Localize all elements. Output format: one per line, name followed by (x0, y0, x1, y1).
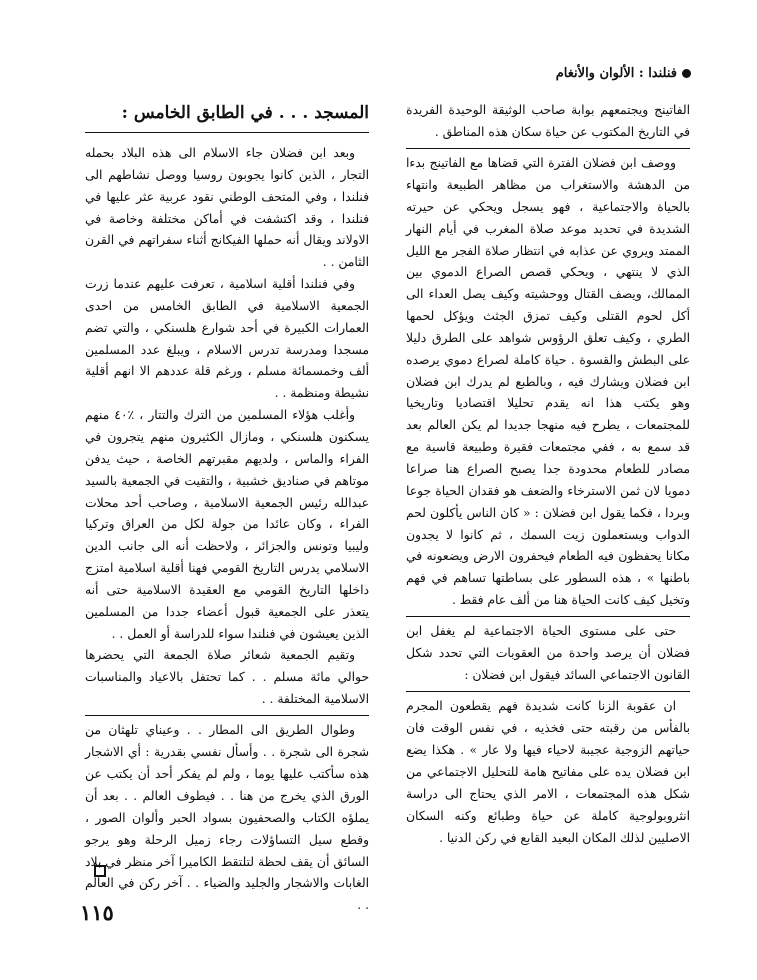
paragraph: وتقيم الجمعية شعائر صلاة الجمعة التي يحضرها حوالي مائة مسلم . . كما تحتفل بالاعياد والمناسبات الاسلامية المختلفة . . (85, 648, 369, 707)
paragraph: وأغلب هؤلاء المسلمين من الترك والتتار ، ٪٤٠ منهم يسكنون هلسنكي ، ومازال الكثيرون منهم يتجرون في الفراء والماس ، ولديهم مقبرتهم الخاصة ، حيث يدفن موتاهم في صناديق خشبية ، والتقيت في الجمعية بالسيد عبدالله رئيس الجمعية الاسلامية ، وصاحب أحد محلات الفراء ، وكان عائدا من جولة لكل من العراق وتركيا وليبيا وتونس والجزائر ، ولاحظت أنه الى جانب الدين الاسلامي يدرس التاريخ القومي فهنا أقلية اسلامية امتزج داخلها التاريخ القومي مع العقيدة الاسلامية حتى أنه يتعذر على الجمعية قبول أعضاء جددا من المسلمين الذين يعيشون في فنلندا سواء للدراسة أو العمل . . (85, 408, 369, 641)
paragraph: وبعد ابن فضلان جاء الاسلام الى هذه البلاد بحمله التجار ، الذين كانوا يجوبون روسيا ووصل نشاطهم الى فنلندا ، وفي المتحف الوطني نقود عربية عثر عليها في فنلندا ، وقد اكتشفت في أماكن مختلفة وخاصة في الاولاند ويقال أنه حملها الفيكانج أثناء سفراتهم في القرن الثامن . . (85, 146, 369, 270)
page-number: ١١٥ (80, 900, 114, 925)
end-of-article-icon (94, 865, 106, 877)
right-column (406, 100, 690, 849)
section-title: المسجد . . . في الطابق الخامس : (85, 100, 369, 133)
paragraph-continued: الفاتينج ويجتمعهم بوابة صاحب الوثيقة الوحيدة الفريدة في التاريخ المكتوب عن حياة سكان هذه المناطق . (406, 103, 690, 139)
paragraph: ان عقوبة الزنا كانت شديدة فهم يقطعون المجرم بالفأس من رقبته حتى فخذيه ، في نفس الوقت فان حياتهم الزوجية عجيبة لاحياء فيها ولا عار » . هكذا يضع ابن فضلان يده على مفاتيح هامة للتحليل الاجتماعي من شكل هذه المجتمعات ، الامر الذي يحتاج الى دراسة انثروبولوجية كاملة عن حياة وطبائع وكنه السكان الاصليين لذلك المكان البعيد القابع في ركن الدنيا . (406, 699, 690, 845)
running-title: فنلندا : الألوان والأنغام (555, 66, 677, 81)
paragraph-divider (85, 715, 369, 717)
paragraph-divider (406, 691, 690, 693)
paragraph: حتى على مستوى الحياة الاجتماعية لم يغفل ابن فضلان أن يرصد واحدة من العقوبات التي تحدد شكل القانون الاجتماعي السائد فيقول ابن فضلان : (406, 624, 690, 683)
bullet-icon (682, 69, 691, 78)
paragraph: وفي فنلندا أقلية اسلامية ، تعرفت عليهم عندما زرت الجمعية الاسلامية في الطابق الخامس من احدى العمارات الكبيرة في أحد شوارع هلسنكي ، والتي تضم مسجدا ومدرسة تدرس الاسلام ، ويبلغ عدد المسلمين ألف وخمسمائة مسلم ، ورغم قلة عددهم الا انهم أقلية نشيطة ومنظمة . . (85, 277, 369, 401)
paragraph-divider (406, 148, 690, 150)
left-column (85, 100, 369, 917)
paragraph: وطوال الطريق الى المطار . . وعيناي تلهثان من شجرة الى شجرة . . وأسأل نفسي بقدرية : أي الاشجار هذه سأكتب عليها يوما ، ولم لم يفكر أحد أن يكتب عن الورق الذي يخرج من هنا . . فيطوف العالم . . بعد أن يملؤه الكتاب والصحفيون بسواد الحبر وألوان الصور ، وقطع سيل التساؤلات رجاء زميل الرحلة وهو يرجو السائق أن يقف لحظة لتلتقط الكاميرا آخر منظر في بلاد الغابات والاشجار والجليد والضياء . . آخر ركن في العالم . . (85, 723, 369, 913)
paragraph: ووصف ابن فضلان الفترة التي قضاها مع الفاتينج بدءا من الدهشة والاستغراب من مظاهر الطبيعة وانتهاء بالحياة والاجتماعية ، فهو يسجل ويحكي عن حيرته الشديدة في تحديد موعد صلاة المغرب في أيام النهار الممتد ويروي عن عذابه في انتظار صلاة الفجر مع الليل الذي لا ينتهي ، ويحكي قصص الصراع الدموي بين الممالك، ويصف القتال ووحشيته وكيف يصل العداء الى أكل لحوم القتلى وكيف تمزق الجثث ويؤكل لحمها الطري ، وكيف تعلق الرؤوس شواهد على الطرق دليلا على البطش والقسوة . حياة كاملة لصراع دموي يرصده ابن فضلان ويشارك فيه ، وبالطبع لم يدرك ابن فضلان وهو يكتب هذا انه يقدم تحليلا اقتصاديا وتاريخيا للمجتمعات ، يطرح فيه منهجا جديدا لم يكن العالم بعد قد سمع به ، ففي مجتمعات فقيرة وطبيعة قاسية مع مصادر للطعام محدودة جدا يصبح الصراع هنا صراعا دمويا لان ثمن الاسترخاء والضعف هو فقدان الحياة جوعا وبردا ، فكما يقول ابن فضلان : « كان الناس يأكلون لحم الدواب ويستعملون زيت السمك ، ثم كانوا لا يجدون مكانا يحفظون فيه الطعام فيحفرون الارض ويضعونه في باطنها » ، هذه السطور على بساطتها تساهم في فهم وتخيل كيف كانت الحياة هنا من ألف عام فقط . (406, 156, 690, 608)
running-header (556, 66, 691, 81)
paragraph-divider (406, 616, 690, 618)
